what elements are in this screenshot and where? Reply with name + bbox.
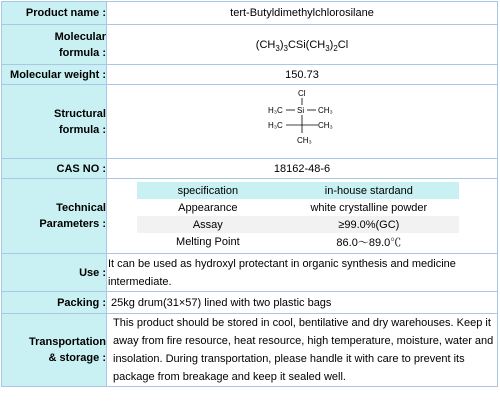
row-packing <box>2 292 498 314</box>
technical-row <box>137 233 459 250</box>
atom-si: Si <box>297 106 305 115</box>
row-molecular-formula <box>2 25 498 65</box>
technical-parameters-cell <box>107 179 498 254</box>
atom-h3c-bottom: H₃C <box>268 121 283 130</box>
technical-spec: Appearance <box>178 201 238 214</box>
product-name-label: Product name : <box>2 2 107 25</box>
use-value: It can be used as hydroxyl protectant in organic synthesis and medicine intermediate. <box>107 254 498 292</box>
molecular-weight-label: Molecular weight : <box>2 65 107 85</box>
technical-std: ≥99.0%(GC) <box>279 216 459 233</box>
product-name-value: tert-Butyldimethylchlorosilane <box>107 2 498 25</box>
row-product-name <box>2 2 498 25</box>
technical-spec: Assay <box>137 216 279 233</box>
molecular-formula-label-line1: Molecular <box>54 30 106 43</box>
use-label: Use : <box>2 254 107 292</box>
cas-label: CAS NO : <box>2 159 107 179</box>
technical-row <box>137 199 459 216</box>
packing-value: 25kg drum(31×57) lined with two plastic bags <box>107 292 498 314</box>
structural-formula-diagram <box>262 87 342 153</box>
row-technical-parameters <box>2 179 498 254</box>
atom-cl: Cl <box>298 89 306 98</box>
technical-std: white crystalline powder <box>310 201 428 214</box>
technical-parameters-table <box>137 182 459 250</box>
row-structural-formula <box>2 85 498 159</box>
technical-header-spec: specification <box>137 182 279 199</box>
product-spec-table <box>1 1 498 387</box>
technical-std: 86.0～89.0℃ <box>336 236 402 249</box>
cas-value: 18162-48-6 <box>107 159 498 179</box>
molecular-formula-label <box>2 25 107 65</box>
atom-ch3-bottom: CH₃ <box>297 136 312 145</box>
transport-storage-label: Transportation & storage : <box>2 314 107 387</box>
molecular-formula-value: $(CH_3)_3CSi(CH_3)_2Cl$ <box>107 25 498 65</box>
row-cas <box>2 159 498 179</box>
technical-row <box>137 216 459 233</box>
row-use <box>2 254 498 292</box>
atom-h3c-top: H₃C <box>268 106 283 115</box>
technical-header-row <box>137 182 459 199</box>
packing-label: Packing : <box>2 292 107 314</box>
row-molecular-weight <box>2 65 498 85</box>
transport-storage-value: This product should be stored in cool, bentilative and dry warehouses. Keep it away from fire resource, heat resource, high temperature, moisture, water and insolation. During transportation, please handle it with care to prevent its package from breakage and keep it sealed well. <box>107 314 498 387</box>
structural-formula-label: Structural formula : <box>2 85 107 159</box>
technical-parameters-label: Technical Parameters : <box>2 179 107 254</box>
technical-spec: Melting Point <box>176 235 240 248</box>
molecular-weight-value: 150.73 <box>107 65 498 85</box>
molecular-formula-label-line2: formula : <box>58 46 106 59</box>
structural-formula-diagram-cell <box>107 85 498 159</box>
atom-ch3-top: CH₃ <box>318 106 333 115</box>
atom-ch3-right: CH₃ <box>318 121 333 130</box>
technical-header-std: in-house stardand <box>279 182 459 199</box>
row-transport-storage <box>2 314 498 387</box>
